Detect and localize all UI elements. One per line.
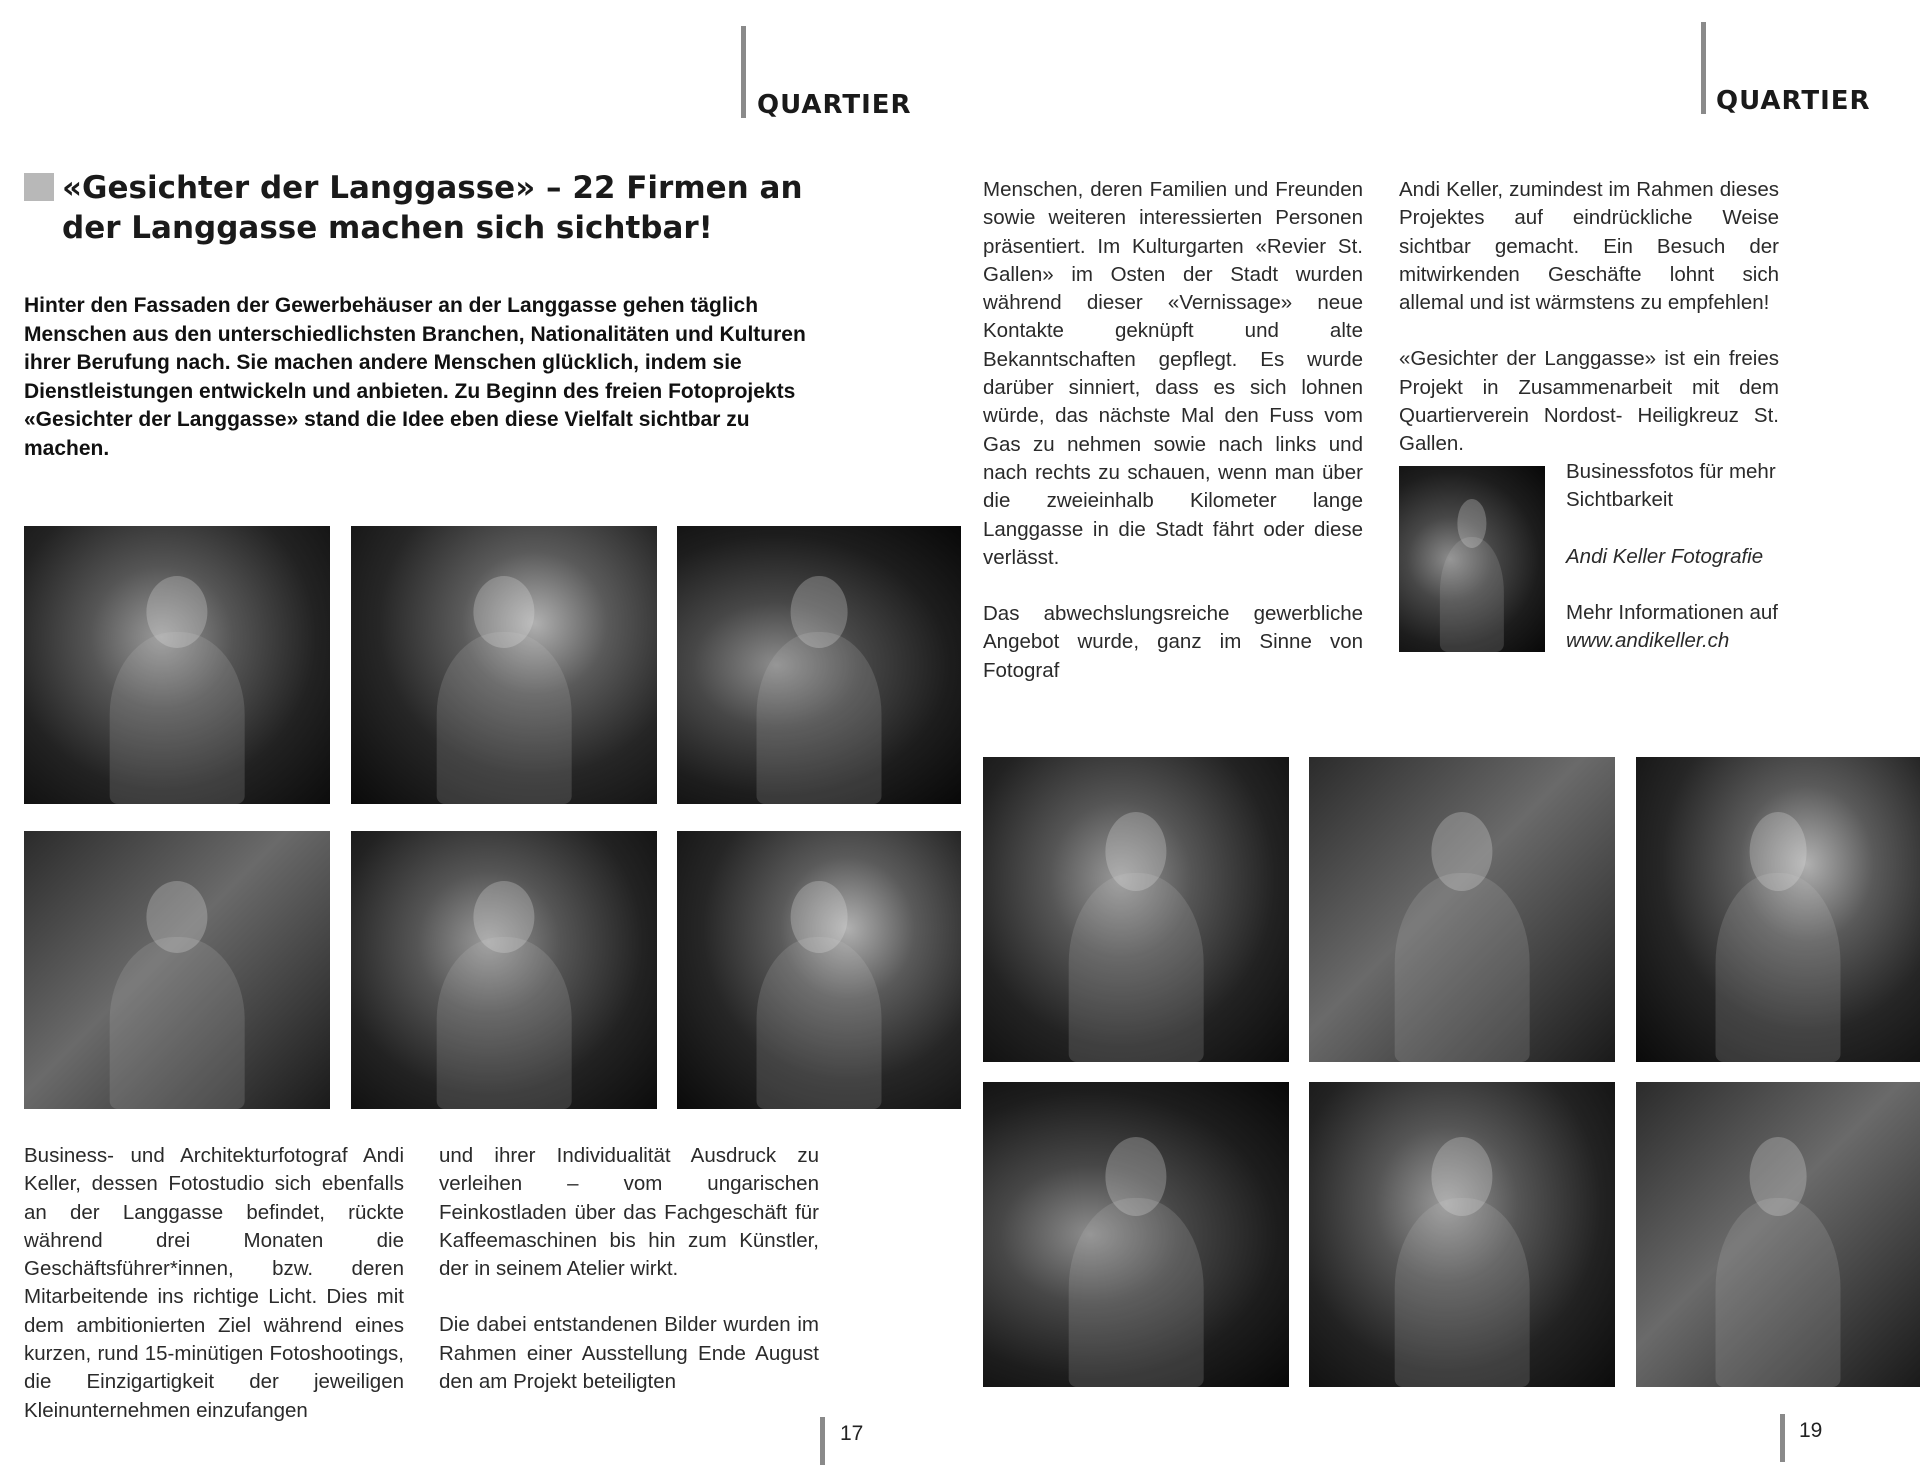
photo-tailor-measuring xyxy=(1309,757,1615,1062)
column-4-paragraph-1: Andi Keller, zumindest im Rahmen dieses Projektes auf eindrückliche Weise sichtbar gemacht. Ein Besuch der mitwirkenden Geschäfte lohnt sich allemal und ist wärmstens zu empfehlen! xyxy=(1399,178,1779,315)
section-title-right: QUARTIER xyxy=(1716,86,1871,116)
photo-painter-artist xyxy=(24,831,330,1109)
photo-photographer-portrait xyxy=(1399,466,1545,652)
text-column-4 xyxy=(1399,176,1779,459)
page-number-bar-left xyxy=(820,1417,825,1465)
photo-pizza-baker xyxy=(677,526,961,804)
column-4-paragraph-2: «Gesichter der Langgasse» ist ein freies Projekt in Zusammenarbeit mit dem Quartierverein Nordost- Heiligkreuz St. Gallen. xyxy=(1399,347,1779,456)
photo-frame-maker xyxy=(1636,1082,1920,1387)
column-2-paragraph-1: und ihrer Individualität Ausdruck zu verleihen – vom ungarischen Feinkostladen über das Fachgeschäft für Kaffeemaschinen bis hin zum Künstler, der in seinem Atelier wirkt. xyxy=(439,1144,819,1281)
section-marker-bar-right xyxy=(1701,22,1706,114)
text-column-2 xyxy=(439,1142,819,1396)
ad-company: Andi Keller Fotografie xyxy=(1566,544,1764,568)
ad-website-link[interactable]: www.andikeller.ch xyxy=(1566,629,1730,653)
photo-architect-model xyxy=(1309,1082,1615,1387)
photo-massage-therapist xyxy=(24,526,330,804)
photo-wine-shop xyxy=(351,831,657,1109)
page-number-bar-right xyxy=(1780,1414,1785,1462)
photo-beverage-shop xyxy=(1636,757,1920,1062)
ad-slogan: Businessfotos für mehr Sichtbarkeit xyxy=(1566,460,1776,512)
text-column-1 xyxy=(24,1142,404,1425)
article-headline: «Gesichter der Langgasse» – 22 Firmen an der Langgasse machen sich sichtbar! xyxy=(62,170,803,246)
column-3-paragraph-2: Das abwechslungsreiche gewerbliche Angebot wurde, ganz im Sinne von Fotograf xyxy=(983,602,1363,682)
section-title-left: QUARTIER xyxy=(757,90,912,120)
page-number-right: 19 xyxy=(1799,1419,1823,1442)
photo-hairdresser xyxy=(351,526,657,804)
headline-square-icon xyxy=(24,173,54,201)
column-2-paragraph-2: Die dabei entstandenen Bilder wurden im Rahmen einer Ausstellung Ende August den am Projekt beteiligten xyxy=(439,1313,819,1394)
photo-coffee-machine-repair xyxy=(677,831,961,1109)
page-number-left: 17 xyxy=(840,1422,864,1445)
photographer-ad xyxy=(1566,458,1796,655)
ad-more-info: Mehr Informationen auf xyxy=(1566,600,1778,624)
column-1-text: Business- und Architekturfotograf Andi Keller, dessen Fotostudio sich ebenfalls an der Langgasse befindet, rückte während drei Monaten die Geschäftsführer*innen, bzw. deren Mitarbeitende ins richtige Licht. Dies mit dem ambitionierten Ziel während eines kurzen, rund 15-minütigen Fotoshootings, die Einzigartigkeit der jeweiligen Kleinunternehmen einzufangen xyxy=(24,1144,404,1422)
photo-fitness-trainer xyxy=(983,1082,1289,1387)
section-marker-bar-left xyxy=(741,26,746,118)
text-column-3 xyxy=(983,176,1363,685)
article-lead: Hinter den Fassaden der Gewerbehäuser an der Langgasse gehen täglich Menschen aus den unterschiedlichsten Branchen, Nationalitäten und Kulturen ihrer Berufung nach. Sie machen andere Menschen glücklich, indem sie Dienstleistungen entwickeln und anbieten. Zu Beginn des freien Fotoprojekts «Gesichter der Langgasse» stand die Idee eben diese Vielfalt sichtbar zu machen. xyxy=(24,294,806,460)
photo-greengrocer xyxy=(983,757,1289,1062)
column-3-paragraph-1: Menschen, deren Familien und Freunden sowie weiteren interessierten Personen präsentiert. Im Kulturgarten «Revier St. Gallen» im Osten der Stadt wurden während dieser «Vernissage» neue Kontakte geknüpft und alte Bekanntschaften gepflegt. Es wurde darüber sinniert, dass es sich lohnen würde, das nächste Mal den Fuss vom Gas zu nehmen sowie nach links und nach rechts zu schauen, wenn man über die zweieinhalb Kilometer lange Langgasse in die Stadt fährt oder diese verlässt. xyxy=(983,178,1363,569)
